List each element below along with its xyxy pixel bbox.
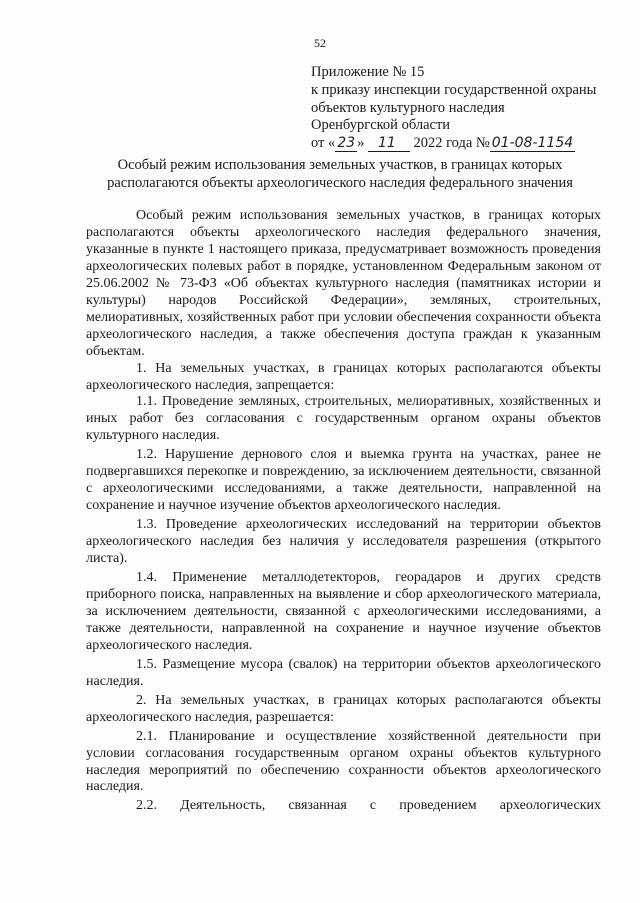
- paragraph-2-2: 2.2. Деятельность, связанная с проведением археологических: [136, 798, 601, 814]
- document-title: Особый режим использования земельных участков, в границах которых располагаются объекты археологического наследия федерального значения: [107, 157, 573, 191]
- annex-title: Приложение № 15: [311, 64, 425, 80]
- date-mid: »: [357, 135, 368, 152]
- annex-order-line: к приказу инспекции государственной охраны: [311, 81, 597, 98]
- page-number: 52: [314, 36, 326, 50]
- annex-region-line: Оренбургской области: [311, 117, 451, 134]
- paragraph-2: 2. На земельных участках, в границах которых располагаются объекты археологического наследия, разрешается:: [86, 692, 601, 725]
- paragraph-1-2: 1.2. Нарушение дернового слоя и выемка грунта на участках, ранее не подвергавшихся перекопке и повреждению, за исключением деятельности, связанной с археологическими исследованиями, а также деятельности, направленной на сохранение и научное изучение объектов археологического наследия.: [86, 447, 601, 514]
- paragraph-1: 1. На земельных участках, в границах которых располагаются объекты археологического наследия, запрещается:: [86, 360, 601, 393]
- annex-header: [311, 64, 631, 153]
- handwritten-order-number: 01-08-1154: [491, 135, 574, 152]
- annex-heritage-line: объектов культурного наследия: [311, 99, 505, 116]
- date-prefix: от «: [311, 135, 336, 152]
- paragraph-intro: Особый режим использования земельных участков, в границах которых располагаются объекты археологического наследия федерального значения, указанные в пункте 1 настоящего приказа, предусматривает возможность проведения археологических полевых работ в порядке, установленном Федеральным законом от 25.06.2002 № 73-ФЗ «Об объектах культурного наследия (памятниках истории и культуры) народов Российской Федерации», земляных, строительных, мелиоративных, хозяйственных работ при условии обеспечения сохранности объекта археологического наследия, а также обеспечения доступа граждан к указанным объектам.: [86, 208, 601, 359]
- document-body: [86, 208, 601, 815]
- paragraph-1-5: 1.5. Размещение мусора (свалок) на территории объектов археологического наследия.: [86, 656, 601, 689]
- paragraph-1-3: 1.3. Проведение археологических исследований на территории объектов археологического наследия без наличия у исследователя разрешения (открытого листа).: [86, 517, 601, 567]
- paragraph-2-1: 2.1. Планирование и осуществление хозяйственной деятельности при условии согласования государственным органом охраны объектов культурного наследия мероприятий по обеспечению сохранности объектов археологического наследия.: [86, 728, 601, 795]
- date-year: 2022 года №: [409, 135, 490, 152]
- paragraph-1-1: 1.1. Проведение земляных, строительных, мелиоративных, хозяйственных и иных работ без согласования с государственным органом охраны объектов культурного наследия.: [86, 394, 601, 444]
- annex-date-line: [311, 135, 631, 153]
- handwritten-month: 11: [368, 135, 410, 152]
- paragraph-1-4: 1.4. Применение металлодетекторов, георадаров и других средств приборного поиска, направленных на выявление и сбор археологического материала, за исключением деятельности, связанной с археологическими исследованиями, а также деятельности, направленной на сохранение и научное изучение объектов археологического наследия.: [86, 570, 601, 653]
- handwritten-day: 23: [337, 135, 356, 152]
